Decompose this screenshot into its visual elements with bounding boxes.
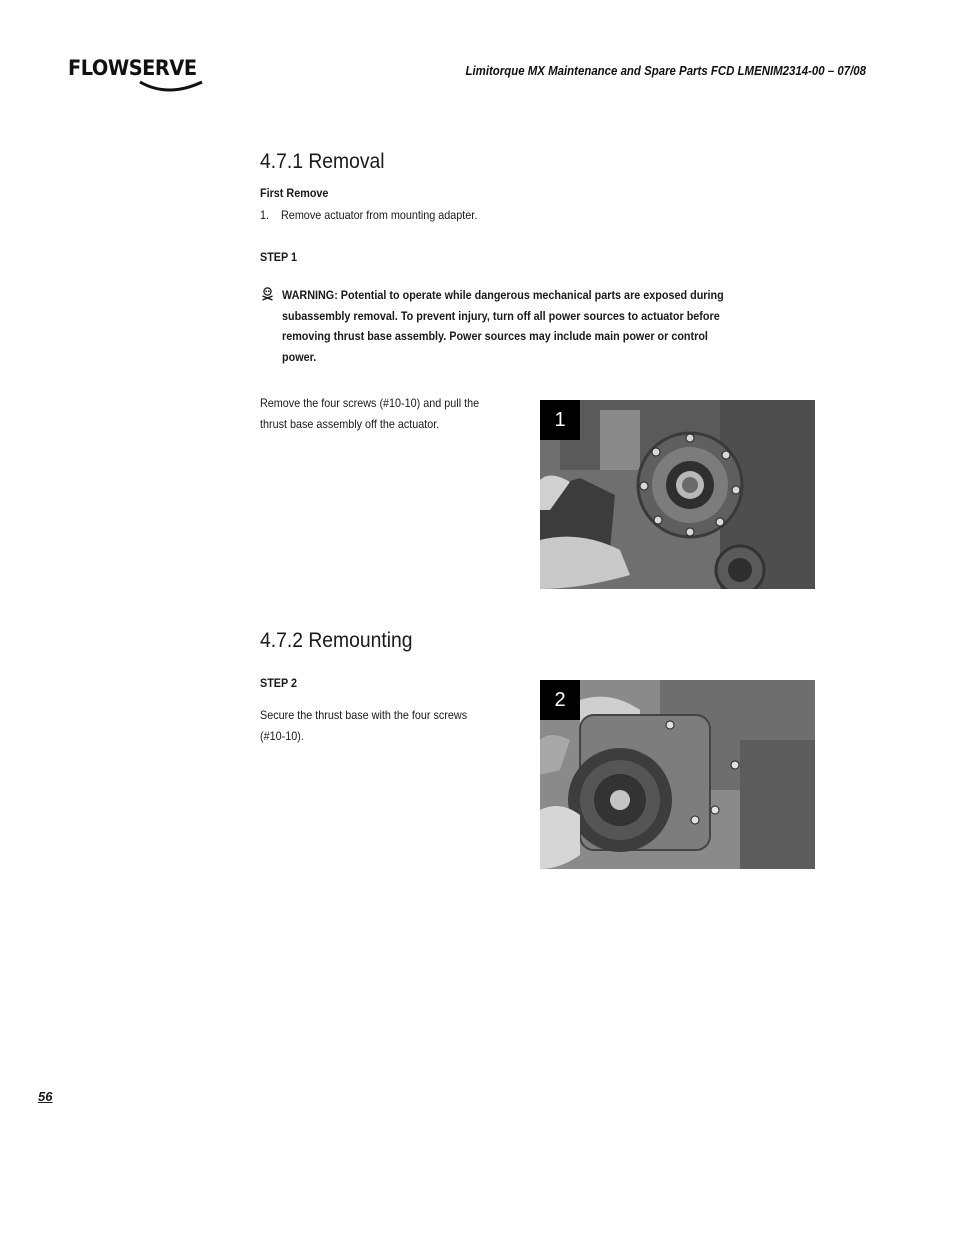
- document-header-title: Limitorque MX Maintenance and Spare Parts FCD LMENIM2314-00 – 07/08: [465, 63, 866, 78]
- skull-crossbones-icon: [261, 287, 274, 306]
- warning-line: removing thrust base assembly. Power sources may include main power or control: [282, 329, 708, 343]
- warning-line: power.: [282, 349, 317, 364]
- remounting-instructions: [260, 705, 512, 746]
- step-1-label: STEP 1: [260, 250, 298, 264]
- instruction-line: Secure the thrust base with the four screws: [260, 708, 468, 722]
- flowserve-logo: [68, 44, 208, 96]
- actuator-photo-remounting: [540, 680, 815, 869]
- actuator-photo-removal: [540, 400, 815, 589]
- instruction-line: thrust base assembly off the actuator.: [260, 416, 440, 431]
- photo-remounting: [540, 680, 815, 869]
- section-heading-remounting: 4.7.2 Remounting: [260, 629, 413, 652]
- logo-wordmark: FLOWSERVE: [68, 56, 197, 80]
- section-heading-removal: 4.7.1 Removal: [260, 150, 385, 173]
- photo-number-badge: 2: [540, 680, 580, 720]
- removal-instructions: [260, 393, 512, 434]
- photo-number-badge: 1: [540, 400, 580, 440]
- warning-text: [282, 285, 768, 367]
- first-remove-step: 1. Remove actuator from mounting adapter.: [260, 208, 478, 222]
- instruction-line: (#10-10).: [260, 728, 304, 743]
- step-2-label: STEP 2: [260, 676, 298, 690]
- logo-swoosh-icon: [138, 80, 208, 96]
- warning-line: subassembly removal. To prevent injury, turn off all power sources to actuator before: [282, 308, 720, 323]
- photo-removal: [540, 400, 815, 589]
- instruction-line: Remove the four screws (#10-10) and pull the: [260, 396, 480, 410]
- page-number: 56: [38, 1089, 53, 1104]
- first-remove-label: First Remove: [260, 186, 329, 200]
- warning-line: WARNING: Potential to operate while dangerous mechanical parts are exposed during: [282, 288, 724, 302]
